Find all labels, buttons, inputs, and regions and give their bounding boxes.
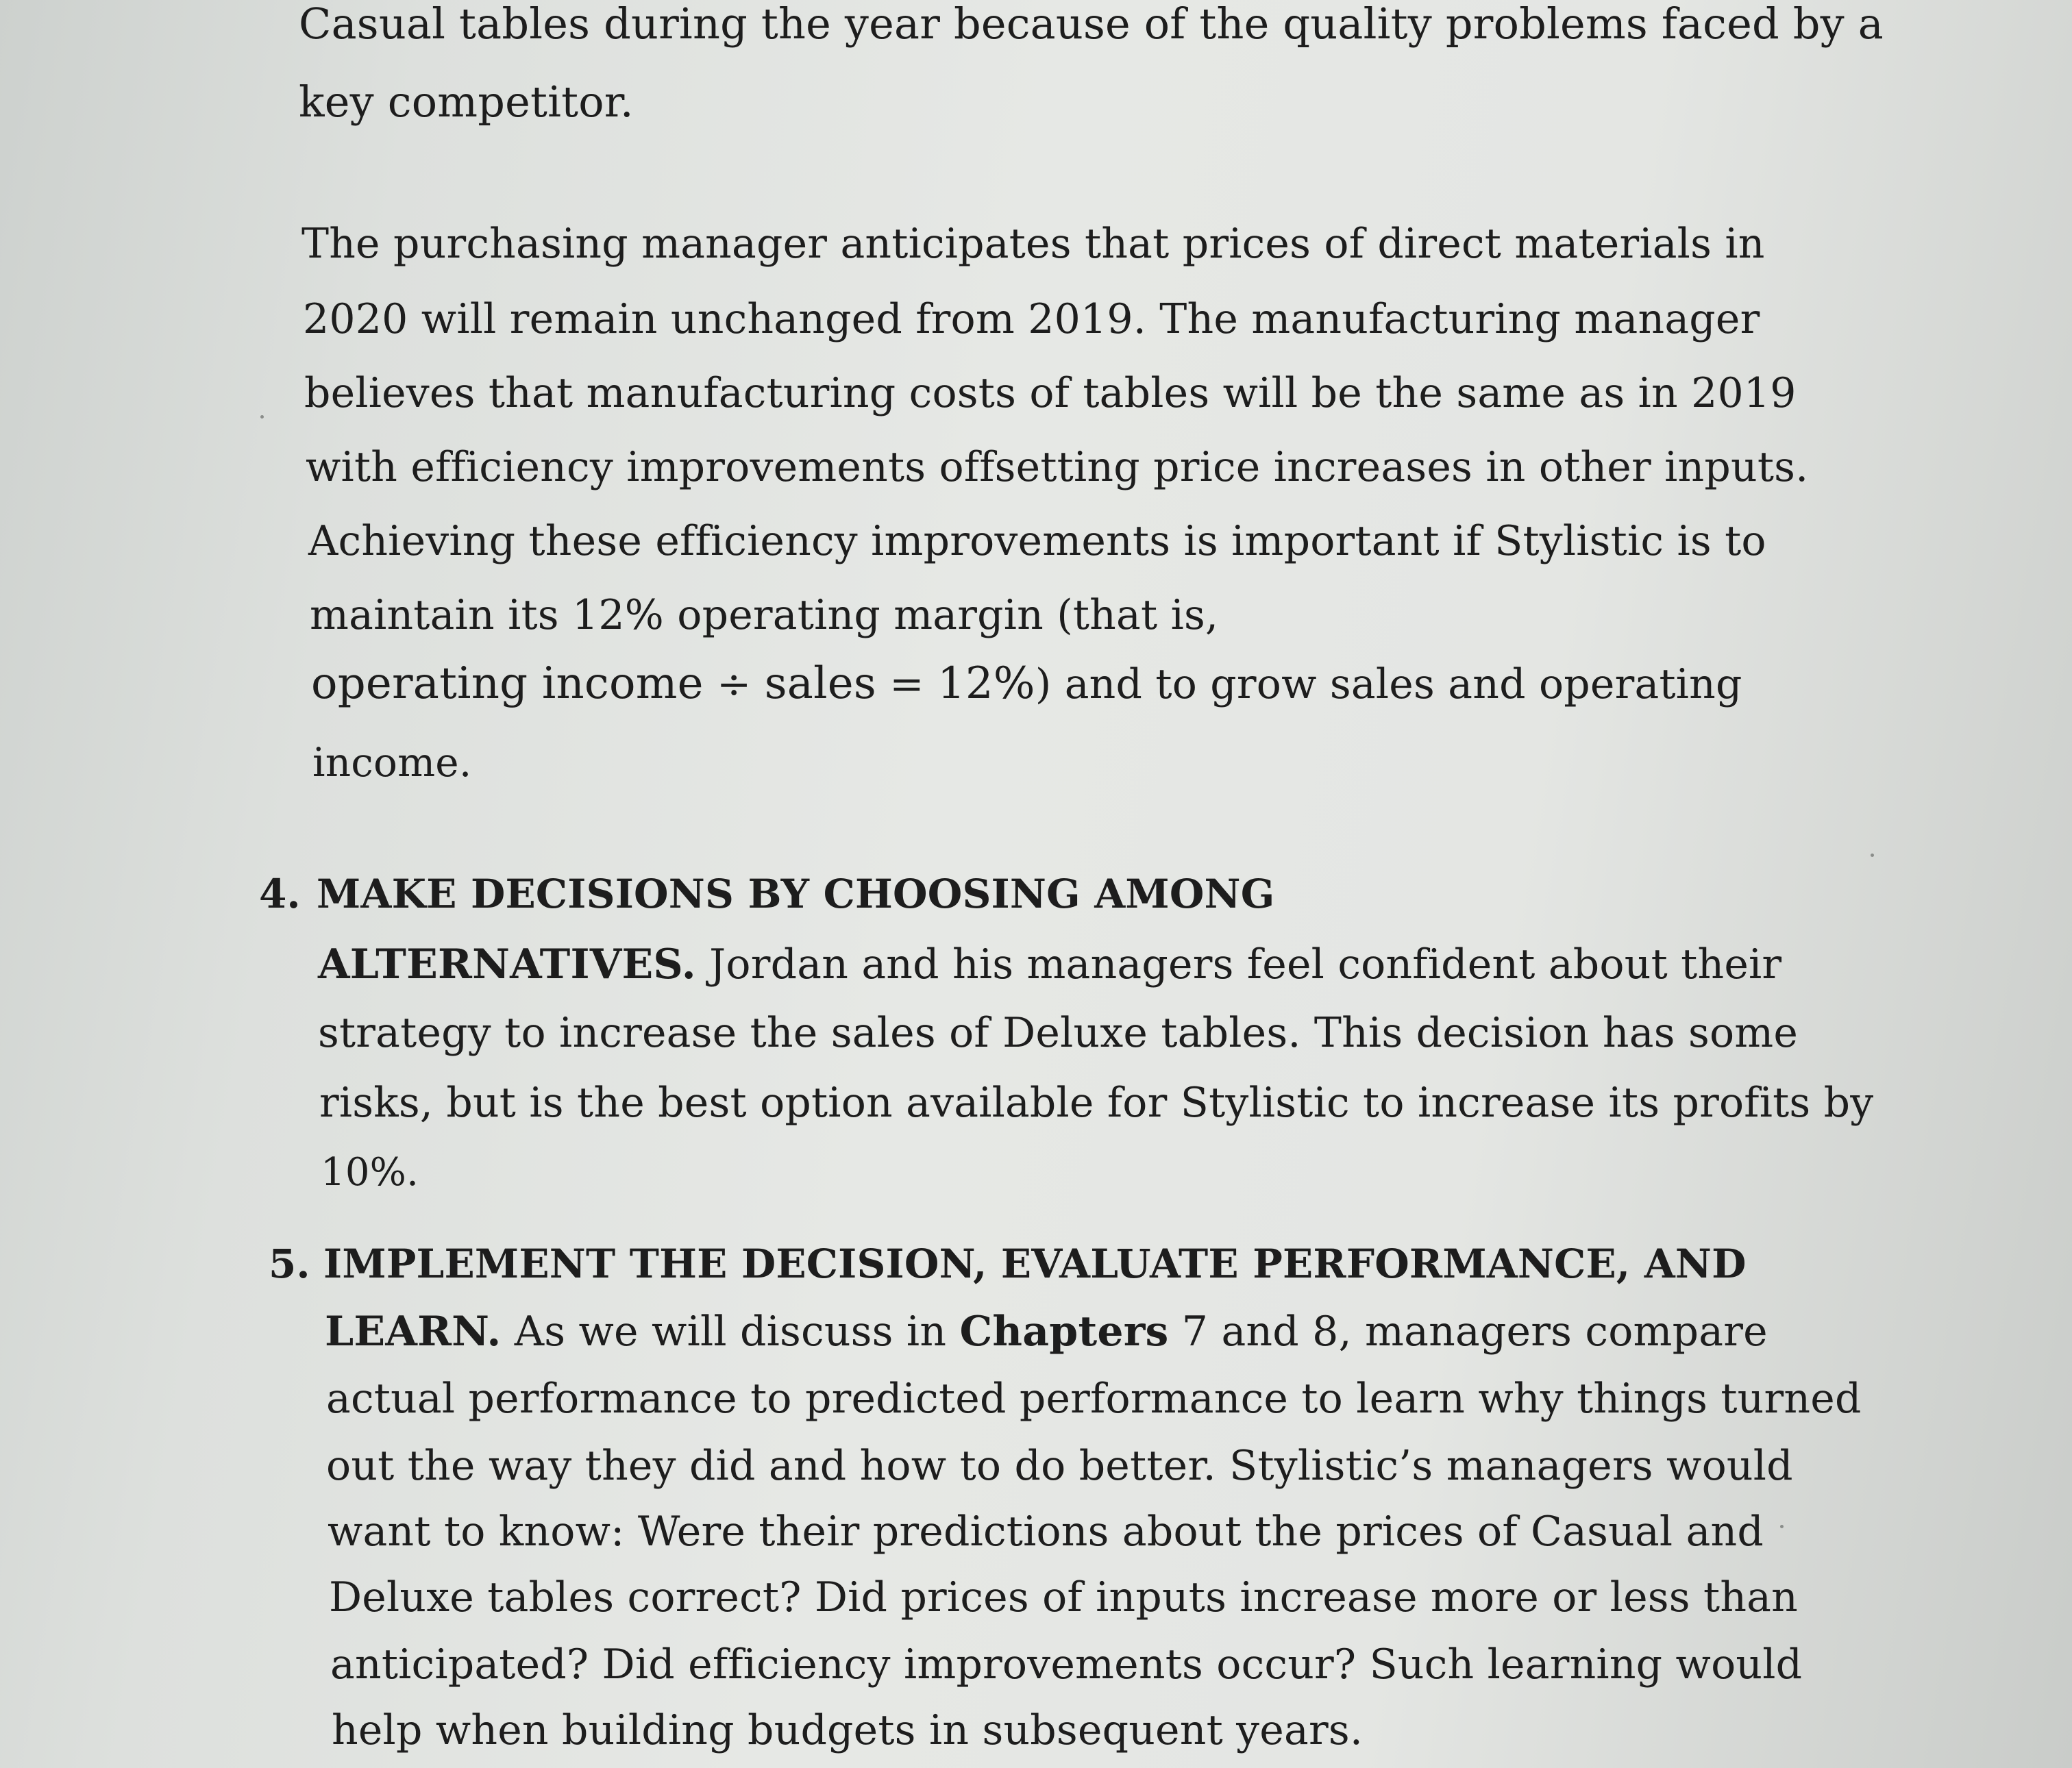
formula-divide-sign: ÷ xyxy=(716,660,752,708)
step-5-heading-line-1: IMPLEMENT THE DECISION, EVALUATE PERFORMANCE, AND xyxy=(323,1241,1747,1287)
screen-speck xyxy=(1871,854,1874,857)
step-5-line-5: want to know: Were their predictions about the prices of Casual and xyxy=(328,1508,1764,1556)
formula-percent: 12% xyxy=(937,658,1035,709)
step-5-line-2-a: As we will discuss in xyxy=(501,1308,960,1356)
costs-line-7 xyxy=(311,658,1742,709)
costs-line-3: believes that manufacturing costs of tables will be the same as in 2019 xyxy=(304,369,1797,417)
step-4-line-4: risks, but is the best option available for Stylistic to increase its profits by xyxy=(319,1079,1874,1127)
step-4-heading-line-1: MAKE DECISIONS BY CHOOSING AMONG xyxy=(317,871,1275,917)
formula-sales: sales xyxy=(764,658,876,709)
step-5-line-7: anticipated? Did efficiency improvements occur? Such learning would xyxy=(330,1641,1803,1689)
intro-line-2: key competitor. xyxy=(299,77,634,127)
step-5-number: 5. xyxy=(269,1241,310,1287)
step-5-chapters-word: Chapters xyxy=(959,1308,1169,1356)
screen-speck xyxy=(1780,1525,1784,1528)
step-5-heading-line-2: LEARN. xyxy=(325,1308,502,1356)
costs-line-1: The purchasing manager anticipates that prices of direct materials in xyxy=(301,220,1765,268)
costs-line-7-rest: ) and to grow sales and operating xyxy=(1035,660,1742,708)
step-5-line-8: help when building budgets in subsequent years. xyxy=(332,1706,1364,1754)
formula-equals-sign: = xyxy=(889,660,924,708)
step-4-number: 4. xyxy=(259,871,301,917)
step-5-line-2 xyxy=(325,1308,1768,1356)
costs-line-6: maintain its 12% operating margin (that is, xyxy=(310,591,1219,639)
costs-line-4: with efficiency improvements offsetting price increases in other inputs. xyxy=(306,443,1809,491)
step-4-line-2-rest: Jordan and his managers feel confident about their xyxy=(695,941,1782,988)
step-4-line-3: strategy to increase the sales of Deluxe tables. This decision has some xyxy=(318,1009,1799,1057)
costs-line-5: Achieving these efficiency improvements is important if Stylistic is to xyxy=(308,517,1766,565)
costs-line-2: 2020 will remain unchanged from 2019. The manufacturing manager xyxy=(303,295,1760,343)
step-5-line-3: actual performance to predicted performance to learn why things turned xyxy=(326,1375,1862,1423)
costs-line-8: income. xyxy=(312,739,472,786)
step-4-line-2 xyxy=(318,941,1782,988)
step-4-heading-line-2: ALTERNATIVES. xyxy=(318,941,696,988)
step-4-line-5: 10%. xyxy=(321,1150,419,1195)
formula-operating-income: operating income xyxy=(311,658,704,709)
step-5-line-2-b: 7 and 8, managers compare xyxy=(1168,1308,1768,1356)
step-5-line-4: out the way they did and how to do better. Stylistic’s managers would xyxy=(326,1442,1793,1490)
screen-speck xyxy=(260,415,264,419)
step-5-line-6: Deluxe tables correct? Did prices of inputs increase more or less than xyxy=(329,1573,1798,1621)
intro-line-1: Casual tables during the year because of the quality problems faced by a xyxy=(299,0,1884,49)
